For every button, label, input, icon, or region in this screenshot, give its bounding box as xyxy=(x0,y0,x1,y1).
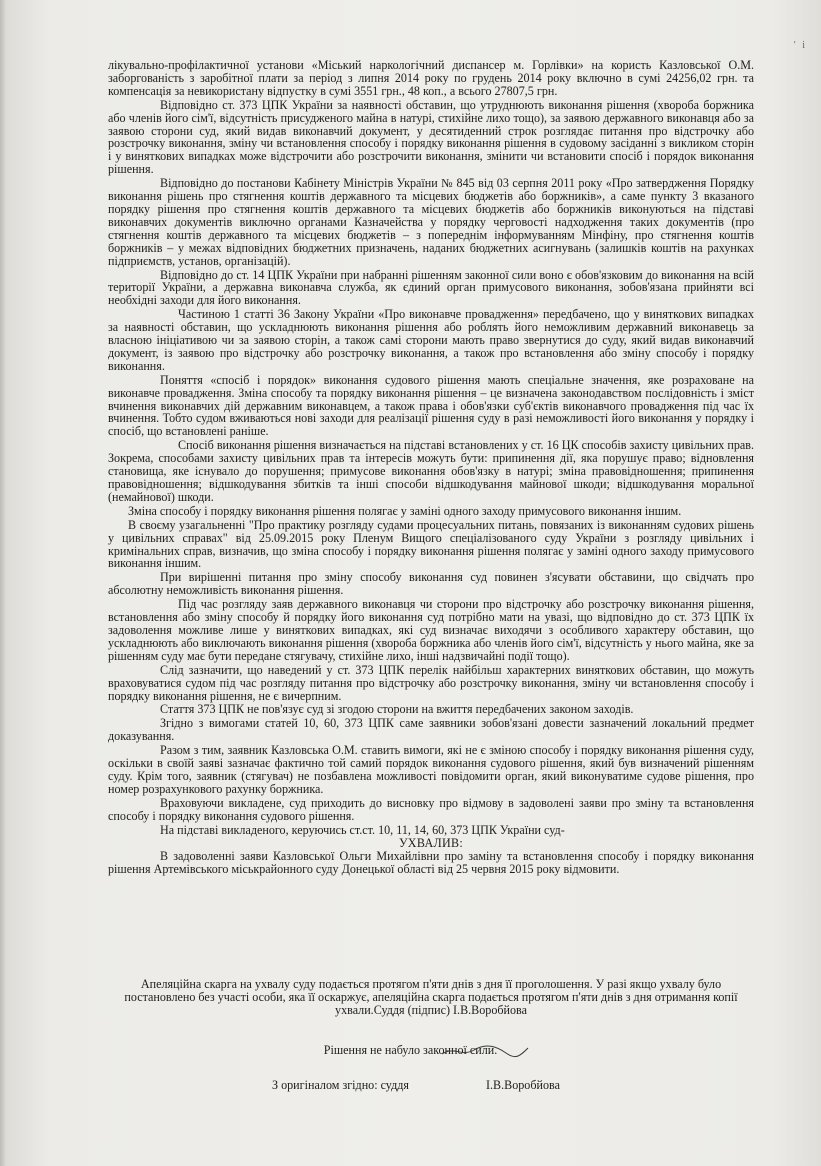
scan-edge-shadow xyxy=(0,0,6,1166)
paragraph-14: Згідно з вимогами статей 10, 60, 373 ЦПК саме заявники зобов'язані довести зазначений локальний предмет доказування. xyxy=(108,716,754,744)
paragraph-16: Враховуючи викладене, суд приходить до висновку про відмову в задоволені заяви про зміну та встановлення способу і порядку виконання судового рішення. xyxy=(108,795,754,823)
paragraph-5: Частиною 1 статті 36 Закону України «Про виконавче провадження» передбачено, що у виняткових випадках за наявності обставин, що ускладнюють виконання рішення або роблять його неможливим державний виконавець за власною ініціативою чи за заявою сторін, а також самі сторони мають право звернутися до суду, який видав виконавчий документ, із заявою про відстрочку або розстрочку виконання, а також про встановлення або зміну способу і порядку виконання. xyxy=(108,307,754,373)
paragraph-9: В своєму узагальненні "Про практику розгляду судами процесуальних питань, повязаних із виконанням судових рішень у цивільних справах" від 25.09.2015 року Пленум Вищого спеціалізованого суду України з розгляду цивільних і кримінальних справ, визначив, що зміна способу і порядку виконання рішення полягає у заміні одного заходу примусового виконання іншим. xyxy=(108,517,754,571)
certified-label: З оригіналом згідно: суддя xyxy=(272,1078,409,1092)
certified-judge-name: І.В.Воробйова xyxy=(486,1078,560,1092)
paragraph-4: Відповідно до ст. 14 ЦПК України при набранні рішенням законної сили воно є обов'язковим до виконання на всій території України, а державна виконавча служба, як єдиний орган примусового виконання, зобов'язана прийняти всі необхідні заходи для його виконання. xyxy=(108,267,754,308)
signature-scribble xyxy=(440,1044,530,1058)
document-body xyxy=(108,59,754,876)
paragraph-2: Відповідно ст. 373 ЦПК України за наявності обставин, що утруднюють виконання рішення (хвороба боржника або членів його сім'ї, відсутність присудженого майна в натурі, стихійне лихо тощо), за заявою державного виконавця або за заявою сторони суд, який видав виконавчий документ, у десятиденний строк розглядає питання про відстрочку або розстрочку виконання, зміну чи встановлення способу і порядку виконання рішення в судовому засіданні з викликом сторін і у виняткових випадках може відстрочити або розстрочити виконання, змінити чи встановити спосіб і порядок виконання рішення. xyxy=(108,97,754,177)
paragraph-8: Зміна способу і порядку виконання рішення полягає у заміні одного заходу примусового виконання іншим. xyxy=(128,503,682,518)
paragraph-10: При вирішенні питання про зміну способу виконання суд повинен з'ясувати обставини, що свідчать про абсолютну неможливість виконання рішення. xyxy=(108,570,754,598)
paragraph-13: Стаття 373 ЦПК не пов'язує суд зі згодою сторони на вжиття передбачених законом заходів. xyxy=(160,702,634,717)
paragraph-3: Відповідно до постанови Кабінету Міністрів України № 845 від 03 серпня 2011 року «Про затвердження Порядку виконання рішень про стягнення коштів державного та місцевих бюджетів або боржників», а саме пункту 3 вказаного порядку рішення про стягнення коштів державного та місцевих бюджетів або боржників виконуються на підставі виконавчих документів виключно органами Казначейства у порядку черговості надходження таких документів (про стягнення коштів державного та місцевих бюджетів – з попереднім інформуванням Мінфіну, про стягнення коштів боржників – у межах відповідних бюджетних призначень, наданих бюджетних асигнувань (залишків коштів на рахунках підприємств, установ, організацій). xyxy=(108,176,754,268)
not-in-force-note: Рішення не набуло законної сили. xyxy=(323,1043,498,1057)
paragraph-15: Разом з тим, заявник Казловська О.М. ставить вимоги, які не є зміною способу і порядку виконання рішення суду, оскільки в своїй заяві зазначає фактично той самий порядок виконання судового рішення, який був визначений рішенням суду. Крім того, заявник (стягувач) не позбавлена можливості повідомити орган, який виконуватиме судове рішення, про номер розрахункового рахунку боржника. xyxy=(108,743,754,796)
appeal-notice: Апеляційна скарга на ухвалу суду подається протягом п'яти днів з дня її проголошення. У разі якщо ухвалу було постановлено без участі особи, яка її оскаржує, апеляційна скарга подається протягом п'яти днів з дня отримання копії ухвали.Суддя (підпис) І.В.Воробйова xyxy=(124,977,738,1018)
paragraph-12: Слід зазначити, що наведений у ст. 373 ЦПК перелік найбільш характерних виняткових обставин, що можуть враховуватися судом під час розгляду питання про відстрочку або розстрочку виконання, зміну чи встановлення способу і порядку виконання рішення, не є вичерпним. xyxy=(108,662,754,703)
paragraph-11: Під час розгляду заяв державного виконавця чи сторони про відстрочку або розстрочку виконання рішення, встановлення або зміну способу й порядку його виконання суд потрібно мати на увазі, що відповідно до ст. 373 ЦПК їх задоволення можливе лише у виняткових випадках, які суд визначає виходячи з особливого характеру обставин, що ускладнюють або виключають виконання рішення (хвороба боржника або членів його сім'ї, відсутність у нього майна, яке за рішенням суду має бути передане стягувачу, стихійне лихо, інші надзвичайні події тощо). xyxy=(108,597,754,663)
paragraph-7: Спосіб виконання рішення визначається на підставі встановлених у ст. 16 ЦК способів захисту цивільних прав. Зокрема, способами захисту цивільних прав та інтересів можуть бути: припинення дії, яка порушує право; відновлення становища, яке існувало до порушення; примусове виконання обов'язку в натурі; зміна правовідношення; припинення правовідношення; відшкодування збитків та інші способи відшкодування майнової шкоди; відшкодування моральної (немайнової) шкоди. xyxy=(108,438,754,504)
paragraph-6: Поняття «спосіб і порядок» виконання судового рішення мають спеціальне значення, яке розраховане на виконавче провадження. Зміна способу та порядку виконання рішення – це визначена законодавством послідовність і зміст вчинення виконавчих дій державним виконавцем, а також права і обов'язки суб'єктів виконавчого провадження під час їх вчинення. Тобто судом вживаються нові заходи для реалізації рішення суду в разі неможливості його виконання у порядку і спосіб, що встановлені раніше. xyxy=(108,372,754,439)
ruling-text: В задоволенні заяви Казловської Ольги Михайлівни про заміну та встановлення способу і порядку виконання рішення Артемівського міськрайонного суду Донецької області від 25 червня 2015 року відмовити. xyxy=(108,849,754,877)
ruling-heading: УХВАЛИВ: xyxy=(398,836,464,851)
margin-marks: ' i xyxy=(793,40,807,51)
paragraph-17: На підставі викладеного, керуючись ст.ст. 10, 11, 14, 60, 373 ЦПК України суд- xyxy=(160,822,565,837)
paragraph-1: лікувально-профілактичної установи «Міський наркологічний диспансер м. Горлівки» на користь Казловської О.М. заборгованість з заробітної плати за період з липня 2014 року по грудень 2014 року включно в сумі 24256,02 грн. та компенсація за невикористану відпустку в сумі 3551 грн., 48 коп., а всього 27807,5 грн. xyxy=(108,58,754,98)
certified-copy-line xyxy=(272,1078,692,1093)
